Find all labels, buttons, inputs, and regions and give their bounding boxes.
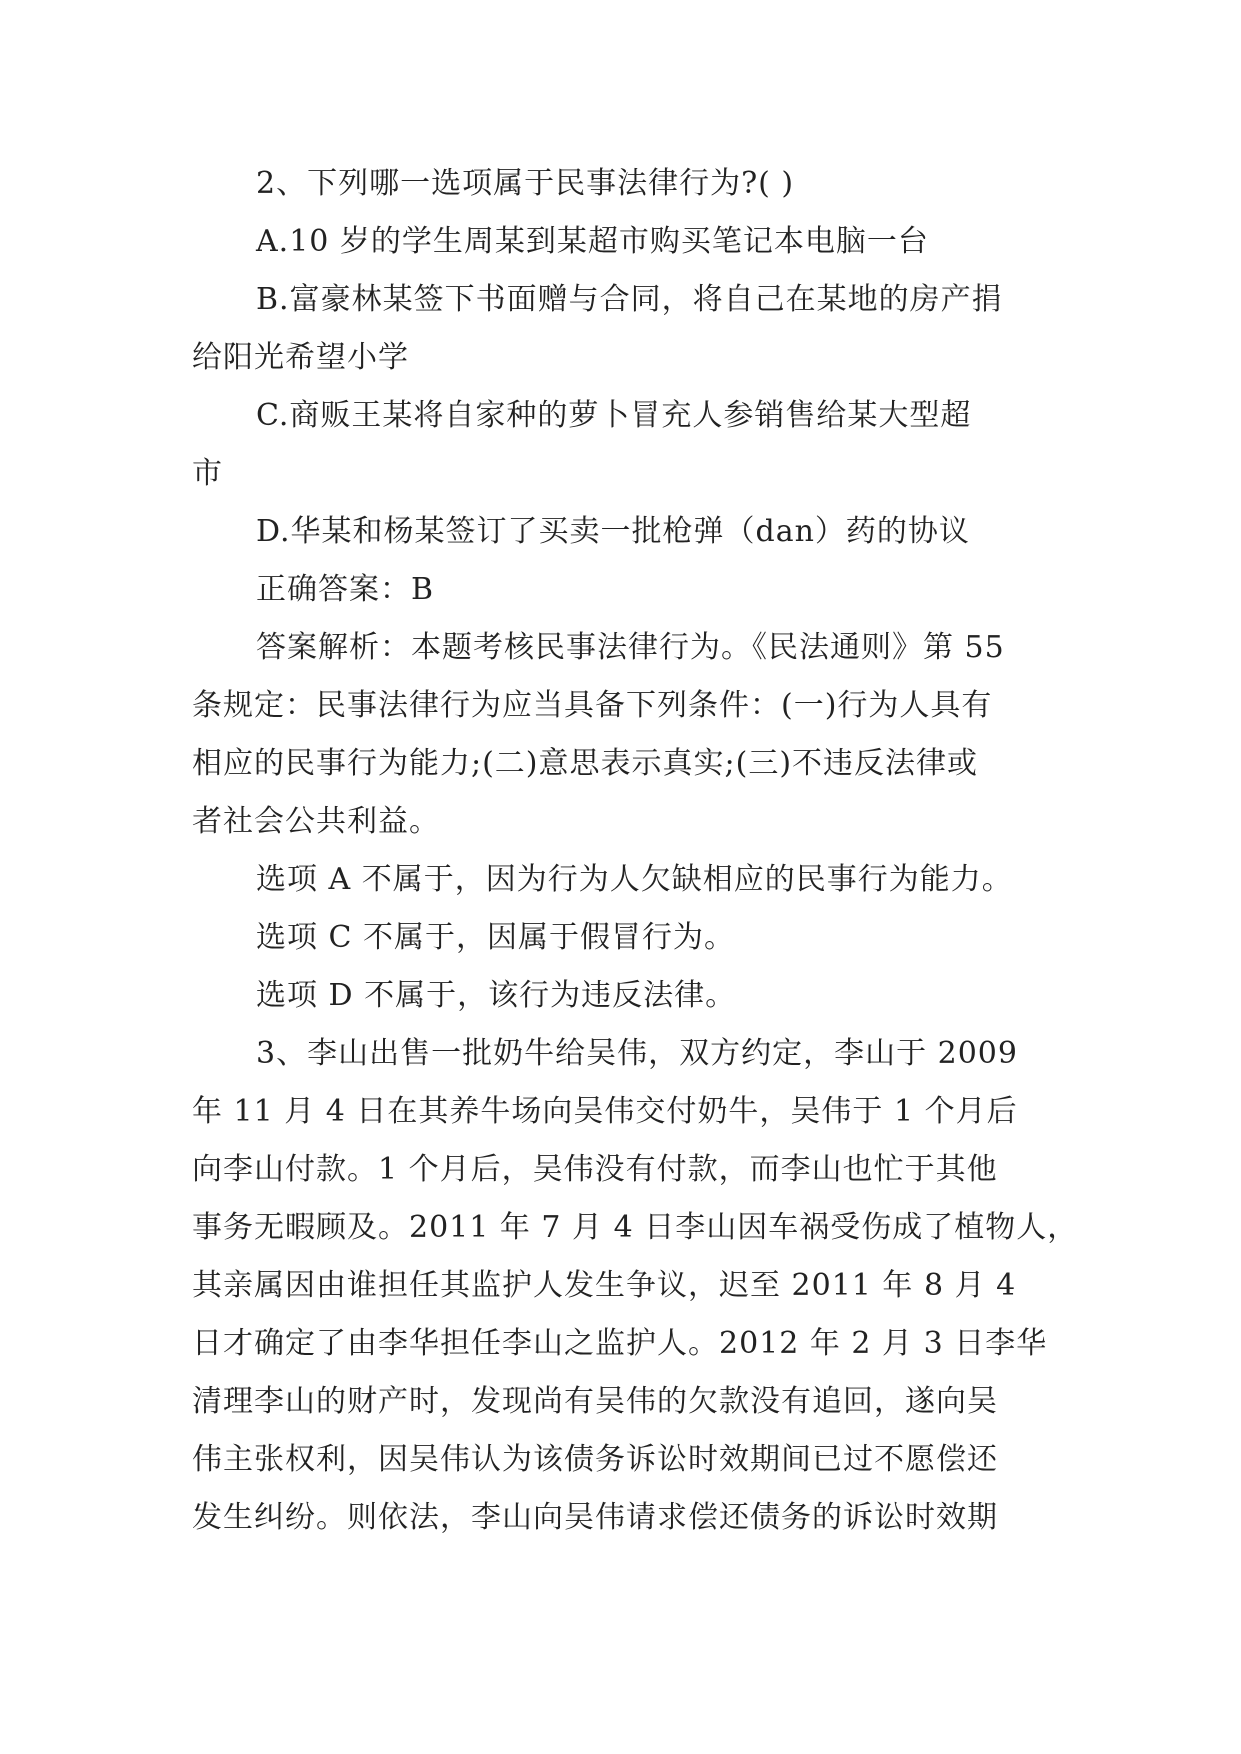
- explanation-line-1: 答案解析：本题考核民事法律行为。《民法通则》第 55: [256, 630, 1005, 665]
- option-c-line-1: C.商贩王某将自家种的萝卜冒充人参销售给某大型超: [256, 398, 972, 433]
- question-3-line-6: 日才确定了由李华担任李山之监护人。2012 年 2 月 3 日李华: [192, 1326, 1048, 1361]
- question-3-line-9: 发生纠纷。则依法，李山向吴伟请求偿还债务的诉讼时效期: [192, 1500, 998, 1535]
- option-b-line-1: B.富豪林某签下书面赠与合同，将自己在某地的房产捐: [256, 282, 1003, 317]
- explanation-line-4: 者社会公共利益。: [192, 804, 440, 839]
- question-3-line-7: 清理李山的财产时，发现尚有吴伟的欠款没有追回，遂向吴: [192, 1384, 998, 1419]
- question-3-line-3: 向李山付款。1 个月后，吴伟没有付款，而李山也忙于其他: [192, 1152, 998, 1187]
- note-option-a: 选项 A 不属于，因为行为人欠缺相应的民事行为能力。: [256, 862, 1013, 897]
- question-3-line-4: 事务无暇顾及。2011 年 7 月 4 日李山因车祸受伤成了植物人，: [192, 1210, 1079, 1245]
- question-2-stem: 2、下列哪一选项属于民事法律行为?( ): [256, 166, 795, 201]
- question-3-line-2: 年 11 月 4 日在其养牛场向吴伟交付奶牛，吴伟于 1 个月后: [192, 1094, 1018, 1129]
- explanation-line-2: 条规定：民事法律行为应当具备下列条件：(一)行为人具有: [192, 688, 993, 723]
- option-a: A.10 岁的学生周某到某超市购买笔记本电脑一台: [256, 224, 929, 259]
- option-c-line-2: 市: [192, 456, 223, 491]
- question-3-line-5: 其亲属因由谁担任其监护人发生争议，迟至 2011 年 8 月 4: [192, 1268, 1017, 1303]
- correct-answer: 正确答案：B: [256, 572, 435, 607]
- option-d: D.华某和杨某签订了买卖一批枪弹（dan）药的协议: [256, 514, 970, 549]
- question-3-line-1: 3、李山出售一批奶牛给吴伟，双方约定，李山于 2009: [256, 1036, 1018, 1071]
- note-option-c: 选项 C 不属于，因属于假冒行为。: [256, 920, 736, 955]
- document-body: [192, 155, 1079, 1547]
- explanation-line-3: 相应的民事行为能力;(二)意思表示真实;(三)不违反法律或: [192, 746, 979, 781]
- note-option-d: 选项 D 不属于，该行为违反法律。: [256, 978, 737, 1013]
- question-3-line-8: 伟主张权利，因吴伟认为该债务诉讼时效期间已过不愿偿还: [192, 1442, 998, 1477]
- option-b-line-2: 给阳光希望小学: [192, 340, 409, 375]
